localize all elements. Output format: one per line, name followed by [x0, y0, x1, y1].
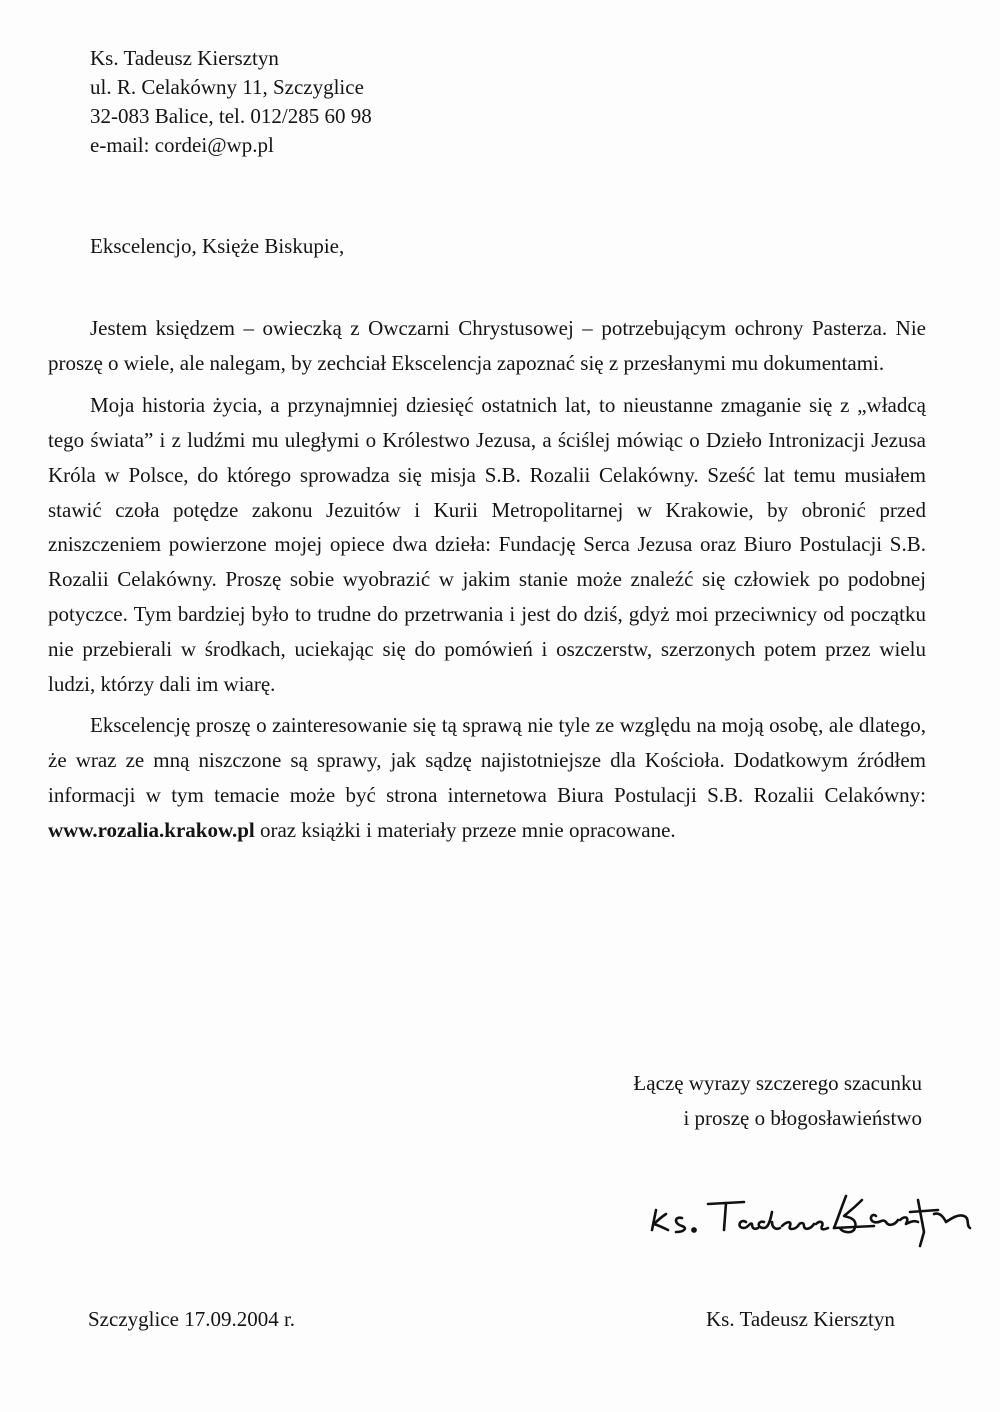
letter-date: Szczyglice 17.09.2004 r. — [88, 1307, 296, 1331]
sender-address-block — [90, 44, 372, 160]
letter-body — [48, 311, 926, 854]
paragraph-2: Moja historia życia, a przynajmniej dziesięć ostatnich lat, to nieustanne zmaganie się z „władcą tego świata” i z ludźmi mu uległymi o Królestwo Jezusa, a ściślej mówiąc o Dzieło Intronizacji Jezusa Króla w Polsce, do którego sprowadza się misja S.B. Rozalii Celakówny. Sześć lat temu musiałem stawić czoła potędze zakonu Jezuitów i Kurii Metropolitarnej w Krakowie, by obronić przed zniszczeniem powierzone mojej opiece dwa dzieła: Fundację Serca Jezusa oraz Biuro Postulacji S.B. Rozalii Celakówny. Proszę sobie wyobrazić w jakim stanie może znaleźć się człowiek po podobnej potyczce. Tym bardziej było to trudne do przetrwania i jest do dziś, gdyż moi przeciwnicy od początku nie przebierali w środkach, uciekając się do pomówień i oszczerstw, szerzonych potem przez wielu ludzi, którzy dali im wiarę. — [48, 392, 926, 697]
paragraph-3-text-before: Ekscelencję proszę o zainteresowanie się tą sprawą nie tyle ze względu na moją osobę, ale dlatego, że wraz ze mną niszczone są sprawy, jak sądzę najistotniejsze dla Kościoła. Dodatkowym źródłem informacji w tym temacie może być strona internetowa Biura Postulacji S.B. Rozalii Celakówny: — [48, 712, 926, 807]
closing-line-1: Łączę wyrazy szczerego szacunku — [633, 1071, 922, 1095]
website-link[interactable]: www.rozalia.krakow.pl — [48, 817, 255, 842]
paragraph-3 — [48, 708, 926, 848]
closing-line-2: i proszę o błogosławieństwo — [683, 1106, 922, 1130]
handwritten-signature-icon — [648, 1182, 978, 1252]
sender-city-phone: 32-083 Balice, tel. 012/285 60 98 — [90, 104, 372, 128]
printed-signatory-name: Ks. Tadeusz Kiersztyn — [706, 1307, 895, 1331]
sender-street: ul. R. Celakówny 11, Szczyglice — [90, 75, 364, 99]
sender-name: Ks. Tadeusz Kiersztyn — [90, 46, 279, 70]
paragraph-1: Jestem księdzem – owieczką z Owczarni Chrystusowej – potrzebującym ochrony Pasterza. Nie proszę o wiele, ale nalegam, by zechciał Ekscelencja zapoznać się z przesłanymi mu dokumentami. — [48, 316, 926, 375]
paragraph-3-text-after: oraz książki i materiały przeze mnie opracowane. — [254, 817, 676, 842]
closing-block — [633, 1066, 922, 1136]
sender-email: e-mail: cordei@wp.pl — [90, 133, 274, 157]
salutation: Ekscelencjo, Księże Biskupie, — [90, 234, 345, 258]
